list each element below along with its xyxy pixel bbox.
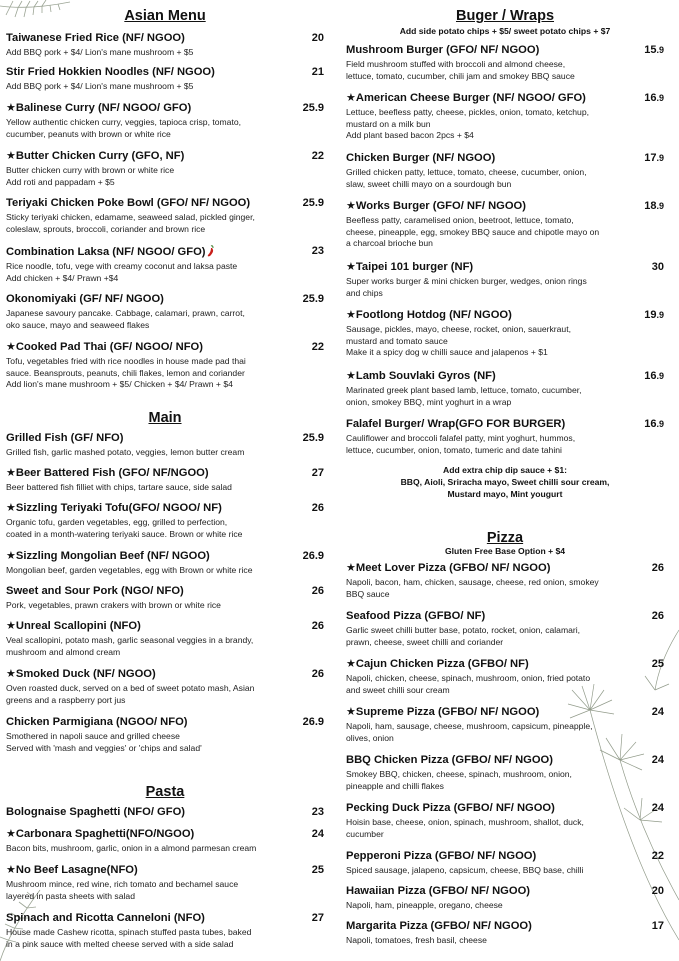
star-icon: ★ bbox=[346, 92, 356, 104]
menu-item bbox=[6, 806, 324, 819]
price-value: 25 bbox=[311, 864, 324, 876]
menu-item bbox=[346, 152, 664, 190]
burger-section-subtitle: Add side potato chips + $5/ sweet potato chips + $7 bbox=[399, 26, 611, 36]
menu-item-description: layered in pasta sheets with salad bbox=[6, 890, 135, 901]
menu-item-name: Meet Lover Pizza (GFBO/ NF/ NGOO) bbox=[355, 562, 551, 574]
menu-item-name-row bbox=[6, 66, 324, 79]
menu-item-price bbox=[312, 912, 324, 925]
menu-item-description: Butter chicken curry with brown or white rice bbox=[6, 165, 175, 175]
menu-item-name-row bbox=[6, 912, 324, 925]
menu-item bbox=[346, 658, 664, 696]
star-icon: ★ bbox=[6, 150, 16, 162]
menu-item-description: BBQ sauce bbox=[346, 588, 390, 599]
menu-item bbox=[346, 885, 664, 912]
menu-item bbox=[346, 610, 664, 648]
menu-item-description: Napoli, ham, pineapple, oregano, cheese bbox=[346, 900, 503, 910]
menu-item-description: Japanese savoury pancake. Cabbage, calamari, prawn, carrot, bbox=[6, 308, 245, 318]
pizza-section-title: Pizza bbox=[486, 530, 524, 546]
menu-item-price bbox=[312, 585, 324, 598]
menu-item-price bbox=[312, 245, 324, 258]
menu-item-name: Hawaiian Pizza (GFBO/ NF/ NGOO) bbox=[346, 885, 530, 897]
menu-item bbox=[346, 92, 664, 142]
price-value: 17 bbox=[644, 152, 657, 164]
menu-item-description: Mushroom mince, red wine, rich tomato and bechamel sauce bbox=[6, 879, 239, 889]
menu-item-description: Oven roasted duck, served on a bed of sweet potato mash, Asian bbox=[6, 683, 255, 693]
menu-item-name-row bbox=[6, 197, 324, 210]
menu-item-description: onion, smokey BBQ, mint yoghurt in a wrap bbox=[346, 396, 512, 407]
menu-item-price bbox=[652, 920, 664, 933]
menu-item-name: Sizzling Mongolian Beef (NF/ NGOO) bbox=[15, 550, 210, 562]
price-value: 25.9 bbox=[302, 432, 324, 444]
menu-item-description: Marinated greek plant based lamb, lettuce, tomato, cucumber, bbox=[346, 385, 582, 395]
menu-item-price bbox=[312, 150, 324, 163]
menu-item-description: Beefless patty, caramelised onion, beetroot, lettuce, tomato, bbox=[346, 215, 574, 225]
asian-section-title: Asian Menu bbox=[124, 8, 206, 24]
menu-item-description: Bacon bits, mushroom, garlic, onion in a almond parmesan cream bbox=[6, 843, 257, 853]
menu-item bbox=[6, 620, 324, 658]
price-decimal: .9 bbox=[656, 371, 664, 381]
menu-item-name-row bbox=[346, 658, 664, 671]
burger-section-title: Buger / Wraps bbox=[455, 8, 555, 24]
price-value: 25.9 bbox=[302, 102, 324, 114]
menu-item-description: Sticky teriyaki chicken, edamame, seaweed salad, pickled ginger, bbox=[6, 212, 255, 222]
price-decimal: .9 bbox=[656, 93, 664, 103]
price-value: 26 bbox=[651, 610, 664, 622]
menu-item-name-row bbox=[346, 261, 664, 274]
menu-item-price bbox=[312, 66, 324, 79]
menu-item bbox=[346, 370, 664, 408]
menu-item-description: greens and a raspberry port jus bbox=[6, 694, 126, 705]
menu-item-description: Sausage, pickles, mayo, cheese, rocket, onion, sauerkraut, bbox=[346, 324, 571, 334]
price-value: 24 bbox=[651, 754, 664, 766]
price-value: 25.9 bbox=[302, 197, 324, 209]
menu-item-name-row bbox=[346, 44, 664, 57]
price-value: 20 bbox=[651, 885, 664, 897]
menu-item-price bbox=[303, 550, 324, 563]
menu-item-price bbox=[652, 850, 664, 863]
menu-item-price bbox=[652, 885, 664, 898]
menu-item-name: Pecking Duck Pizza (GFBO/ NF/ NGOO) bbox=[346, 802, 555, 814]
menu-item bbox=[6, 32, 324, 59]
price-value: 20 bbox=[311, 32, 324, 44]
menu-item-description: Grilled fish, garlic mashed potato, veggies, lemon butter cream bbox=[6, 447, 245, 457]
menu-item-description: Add roti and pappadam + $5 bbox=[6, 176, 115, 187]
menu-item bbox=[346, 802, 664, 840]
menu-item-name-row bbox=[6, 32, 324, 45]
price-value: 26.9 bbox=[302, 550, 324, 562]
star-icon: ★ bbox=[6, 502, 16, 514]
menu-item-name: BBQ Chicken Pizza (GFBO/ NF/ NGOO) bbox=[346, 754, 553, 766]
price-value: 25.9 bbox=[302, 293, 324, 305]
star-icon: ★ bbox=[6, 467, 16, 479]
price-value: 16 bbox=[644, 370, 657, 382]
menu-item bbox=[6, 502, 324, 540]
menu-item-description: Pork, vegetables, prawn crakers with brown or white rice bbox=[6, 600, 221, 610]
menu-item bbox=[346, 200, 664, 250]
menu-item-name-row bbox=[346, 850, 664, 863]
menu-item bbox=[6, 864, 324, 902]
price-value: 21 bbox=[311, 66, 324, 78]
menu-item-description: Hoisin base, cheese, onion, spinach, mushroom, shallot, duck, bbox=[346, 817, 584, 827]
menu-item-price bbox=[644, 152, 664, 165]
menu-item-price bbox=[312, 864, 324, 877]
chili-pepper-icon bbox=[206, 245, 215, 257]
menu-item bbox=[346, 850, 664, 877]
price-value: 25 bbox=[651, 658, 664, 670]
menu-item-price bbox=[312, 502, 324, 515]
menu-item-description: Cauliflower and broccoli falafel patty, mint yoghurt, hummos, bbox=[346, 433, 576, 443]
price-value: 16 bbox=[644, 418, 657, 430]
price-value: 26 bbox=[311, 585, 324, 597]
menu-item bbox=[6, 550, 324, 577]
price-value: 24 bbox=[651, 706, 664, 718]
price-value: 30 bbox=[651, 261, 664, 273]
menu-item-name-row bbox=[6, 150, 324, 163]
menu-item-description: Napoli, ham, sausage, cheese, mushroom, capsicum, pineapple, bbox=[346, 721, 593, 731]
menu-item-name-row bbox=[6, 467, 324, 480]
menu-item-description: Beer battered fish filliet with chips, tartare sauce, side salad bbox=[6, 482, 232, 492]
menu-item-name: Carbonara Spaghetti(NFO/NGOO) bbox=[15, 828, 195, 840]
star-icon: ★ bbox=[346, 562, 356, 574]
menu-item-description: cheese, pineapple, egg, smokey BBQ sauce and chipotle mayo on bbox=[346, 226, 600, 237]
menu-item-name-row bbox=[6, 432, 324, 445]
menu-item-name: Cajun Chicken Pizza (GFBO/ NF) bbox=[355, 658, 529, 670]
menu-item-price bbox=[303, 293, 324, 306]
menu-item-description: Add BBQ pork + $4/ Lion's mane mushroom + $5 bbox=[6, 81, 194, 91]
menu-item-description: Tofu, vegetables fried with rice noodles in house made pad thai bbox=[6, 356, 246, 366]
menu-item-name-row bbox=[6, 341, 324, 354]
menu-item-name-row bbox=[346, 370, 664, 383]
menu-item-name-row bbox=[6, 864, 324, 877]
menu-item-description: Organic tofu, garden vegetables, egg, grilled to perfection, bbox=[6, 517, 228, 527]
menu-item-name-row bbox=[6, 293, 324, 306]
menu-item-description: lettuce, cucumber, onion, tomato, tumeric and date tahini bbox=[346, 444, 562, 455]
menu-item-name-row bbox=[6, 550, 324, 563]
menu-item-price bbox=[312, 620, 324, 633]
menu-item-name-row bbox=[346, 92, 664, 105]
menu-item-name: Stir Fried Hokkien Noodles (NF/ NGOO) bbox=[6, 66, 215, 78]
menu-item-name-row bbox=[6, 620, 324, 633]
menu-item-description: Spiced sausage, jalapeno, capsicum, cheese, BBQ base, chilli bbox=[346, 865, 584, 875]
menu-item bbox=[346, 920, 664, 947]
price-decimal: .9 bbox=[656, 153, 664, 163]
menu-item-name: Smoked Duck (NF/ NGOO) bbox=[15, 668, 156, 680]
price-value: 26 bbox=[311, 620, 324, 632]
menu-item-name: Supreme Pizza (GFBO/ NF/ NGOO) bbox=[355, 706, 540, 718]
menu-item bbox=[6, 102, 324, 140]
price-value: 22 bbox=[311, 341, 324, 353]
menu-item-price bbox=[312, 341, 324, 354]
menu-item-name: Butter Chicken Curry (GFO, NF) bbox=[15, 150, 185, 162]
price-value: 26 bbox=[311, 502, 324, 514]
menu-item-description: House made Cashew ricotta, spinach stuffed pasta tubes, baked bbox=[6, 927, 252, 937]
menu-item-name-row bbox=[346, 610, 664, 623]
menu-item-description: Add BBQ pork + $4/ Lion's mane mushroom + $5 bbox=[6, 47, 194, 57]
star-icon: ★ bbox=[6, 102, 16, 114]
menu-item-name: Sweet and Sour Pork (NGO/ NFO) bbox=[6, 585, 184, 597]
price-value: 19 bbox=[644, 309, 657, 321]
menu-item bbox=[6, 150, 324, 188]
menu-item bbox=[346, 418, 664, 456]
menu-item-price bbox=[312, 32, 324, 45]
menu-item-name-row bbox=[346, 152, 664, 165]
menu-item-name: Margarita Pizza (GFBO/ NF/ NGOO) bbox=[346, 920, 532, 932]
menu-item-name-row bbox=[346, 920, 664, 933]
price-decimal: .9 bbox=[656, 419, 664, 429]
menu-item-description: lettuce, tomato, cucumber, chili jam and smokey BBQ sauce bbox=[346, 70, 575, 81]
menu-item-description: Garlic sweet chilli butter base, potato, rocket, onion, calamari, bbox=[346, 625, 581, 635]
menu-item-name: Lamb Souvlaki Gyros (NF) bbox=[355, 370, 496, 382]
menu-item-name: Teriyaki Chicken Poke Bowl (GFO/ NF/ NGOO) bbox=[6, 197, 251, 209]
menu-item-name: No Beef Lasagne(NFO) bbox=[15, 864, 138, 876]
menu-item-description: olives, onion bbox=[346, 732, 394, 743]
price-value: 27 bbox=[311, 912, 324, 924]
star-icon: ★ bbox=[346, 261, 356, 273]
menu-item-description: oko sauce, mayo and seaweed flakes bbox=[6, 319, 150, 330]
menu-item-description: mustard on a milk bun bbox=[346, 118, 431, 129]
menu-item-name-row bbox=[6, 245, 324, 259]
sauce-note: Add extra chip dip sauce + $1: bbox=[443, 465, 567, 475]
price-value: 18 bbox=[644, 200, 657, 212]
menu-item-description: mushroom and almond cream bbox=[6, 646, 121, 657]
menu-item-price bbox=[303, 102, 324, 115]
menu-item-description: pineapple and chilli flakes bbox=[346, 780, 444, 791]
menu-item-description: Smothered in napoli sauce and grilled cheese bbox=[6, 731, 180, 741]
menu-item-name: Pepperoni Pizza (GFBO/ NF/ NGOO) bbox=[346, 850, 537, 862]
menu-item-name: Seafood Pizza (GFBO/ NF) bbox=[346, 610, 486, 622]
menu-item-name: Falafel Burger/ Wrap(GFO FOR BURGER) bbox=[346, 418, 566, 430]
menu-item-description: Yellow authentic chicken curry, veggies, tapioca crisp, tomato, bbox=[6, 117, 242, 127]
menu-item-price bbox=[652, 802, 664, 815]
menu-item-name: Unreal Scallopini (NFO) bbox=[15, 620, 141, 632]
menu-item-description: cucumber, peanuts with brown or white rice bbox=[6, 128, 171, 139]
menu-item-price bbox=[312, 467, 324, 480]
menu-item-name-row bbox=[346, 309, 664, 322]
pasta-section-title: Pasta bbox=[145, 784, 185, 800]
menu-item-price bbox=[652, 706, 664, 719]
star-icon: ★ bbox=[346, 309, 356, 321]
menu-item-name-row bbox=[346, 562, 664, 575]
menu-item-price bbox=[644, 92, 664, 105]
menu-item-description: slaw, sweet chilli mayo on a sourdough bun bbox=[346, 178, 512, 189]
price-value: 24 bbox=[311, 828, 324, 840]
star-icon: ★ bbox=[6, 828, 16, 840]
menu-item-price bbox=[644, 44, 664, 57]
menu-item-name-row bbox=[6, 502, 324, 515]
menu-item-name: Footlong Hotdog (NF/ NGOO) bbox=[355, 309, 512, 321]
menu-item-name: Okonomiyaki (GF/ NF/ NGOO) bbox=[6, 293, 164, 305]
menu-item-name-row bbox=[346, 754, 664, 767]
menu-item-name: Works Burger (GFO/ NF/ NGOO) bbox=[355, 200, 526, 212]
price-value: 22 bbox=[651, 850, 664, 862]
sauce-note: BBQ, Aioli, Sriracha mayo, Sweet chilli sour cream, bbox=[400, 477, 610, 487]
menu-item bbox=[346, 562, 664, 600]
price-value: 26 bbox=[311, 668, 324, 680]
menu-item-description: coleslaw, sprouts, broccoli, coriander and brown rice bbox=[6, 223, 206, 234]
menu-item-name-row bbox=[6, 585, 324, 598]
menu-item-name: American Cheese Burger (NF/ NGOO/ GFO) bbox=[355, 92, 586, 104]
menu-item-price bbox=[652, 610, 664, 623]
menu-item-description: Veal scallopini, potato mash, garlic seasonal veggies in a brandy, bbox=[6, 635, 254, 645]
menu-item-description: cucumber bbox=[346, 828, 384, 839]
menu-item bbox=[6, 467, 324, 494]
price-decimal: .9 bbox=[656, 45, 664, 55]
menu-item-name-row bbox=[346, 706, 664, 719]
menu-item-price bbox=[644, 200, 664, 213]
price-decimal: .9 bbox=[656, 310, 664, 320]
pizza-section-subtitle: Gluten Free Base Option + $4 bbox=[444, 546, 566, 556]
menu-item-price bbox=[312, 828, 324, 841]
menu-item-description: mustard and tomato sauce bbox=[346, 335, 448, 346]
menu-item-name-row bbox=[346, 802, 664, 815]
menu-item-description: Super works burger & mini chicken burger, wedges, onion rings bbox=[346, 276, 587, 286]
menu-item-price bbox=[652, 658, 664, 671]
sauce-note: Mustard mayo, Mint yougurt bbox=[447, 489, 563, 499]
menu-item bbox=[6, 668, 324, 706]
menu-item-description: prawn, cheese, sweet chilli and coriander bbox=[346, 636, 504, 647]
menu-item-description: Napoli, tomatoes, fresh basil, cheese bbox=[346, 935, 487, 945]
menu-item-description: Grilled chicken patty, lettuce, tomato, cheese, cucumber, onion, bbox=[346, 167, 587, 177]
menu-item-price bbox=[652, 261, 664, 274]
menu-item-price bbox=[303, 432, 324, 445]
menu-item-name: Bolognaise Spaghetti (NFO/ GFO) bbox=[6, 806, 185, 818]
menu-item-name-row bbox=[346, 418, 664, 431]
menu-item-description: in a pink sauce with melted cheese served with a side salad bbox=[6, 938, 234, 949]
menu-item-description: Rice noodle, tofu, vege with creamy coconut and laksa paste bbox=[6, 261, 238, 271]
price-value: 17 bbox=[651, 920, 664, 932]
menu-item-description: and sweet chilli sour cream bbox=[346, 684, 450, 695]
menu-item-price bbox=[303, 197, 324, 210]
star-icon: ★ bbox=[346, 658, 356, 670]
menu-item-name: Taiwanese Fried Rice (NF/ NGOO) bbox=[6, 32, 185, 44]
star-icon: ★ bbox=[346, 370, 356, 382]
price-value: 27 bbox=[311, 467, 324, 479]
menu-item-description: Add lion's mane mushroom + $5/ Chicken + $4/ Prawn + $4 bbox=[6, 379, 233, 389]
menu-item bbox=[346, 261, 664, 299]
star-icon: ★ bbox=[6, 668, 16, 680]
menu-item-description: Lettuce, beefless patty, cheese, pickles, onion, tomato, ketchup, bbox=[346, 107, 589, 117]
menu-item-name: Taipei 101 burger (NF) bbox=[355, 261, 474, 273]
menu-item-name-row bbox=[6, 102, 324, 115]
menu-item-description: Add chicken + $4/ Prawn +$4 bbox=[6, 272, 119, 283]
menu-item-price bbox=[644, 370, 664, 383]
menu-item-description: Served with 'mash and veggies' or 'chips and salad' bbox=[6, 742, 202, 753]
menu-item-description: Napoli, bacon, ham, chicken, sausage, cheese, red onion, smokey bbox=[346, 577, 599, 587]
menu-item-name-row bbox=[6, 828, 324, 841]
menu-item-price bbox=[644, 309, 664, 322]
menu-item-name: Combination Laksa (NF/ NGOO/ GFO) bbox=[6, 246, 206, 258]
menu-item-name: Balinese Curry (NF/ NGOO/ GFO) bbox=[15, 102, 192, 114]
menu-item bbox=[346, 309, 664, 359]
price-value: 23 bbox=[311, 245, 324, 257]
menu-item bbox=[6, 341, 324, 391]
menu-item bbox=[6, 585, 324, 612]
star-icon: ★ bbox=[346, 706, 356, 718]
menu-item-name: Spinach and Ricotta Canneloni (NFO) bbox=[6, 912, 205, 924]
menu-item-description: sauce. Beansprouts, peanuts, chili flakes, lemon and coriander bbox=[6, 367, 245, 378]
menu-item bbox=[6, 197, 324, 235]
menu-item-price bbox=[652, 562, 664, 575]
menu-item bbox=[6, 245, 324, 284]
menu-item-description: coated in a month-watering teriyaki sauce. Brown or white rice bbox=[6, 528, 243, 539]
star-icon: ★ bbox=[6, 620, 16, 632]
price-decimal: .9 bbox=[656, 201, 664, 211]
menu-item bbox=[6, 828, 324, 855]
menu-item bbox=[6, 716, 324, 754]
menu-item-description: Mongolian beef, garden vegetables, egg with Brown or white rice bbox=[6, 565, 253, 575]
menu-item-description: Field mushroom stuffed with broccoli and almond cheese, bbox=[346, 59, 566, 69]
menu-item-description: Add plant based bacon 2pcs + $4 bbox=[346, 130, 474, 140]
price-value: 24 bbox=[651, 802, 664, 814]
menu-item-name: Chicken Parmigiana (NGOO/ NFO) bbox=[6, 716, 188, 728]
menu-item-name: Beer Battered Fish (GFO/ NF/NGOO) bbox=[15, 467, 209, 479]
main-section-title: Main bbox=[148, 410, 182, 426]
menu-item-description: Napoli, chicken, cheese, spinach, mushroom, onion, fried potato bbox=[346, 673, 591, 683]
menu-item-name-row bbox=[6, 806, 324, 819]
menu-item-description: Smokey BBQ, chicken, cheese, spinach, mushroom, onion, bbox=[346, 769, 572, 779]
menu-item-price bbox=[644, 418, 664, 431]
star-icon: ★ bbox=[346, 200, 356, 212]
menu-item-name: Sizzling Teriyaki Tofu(GFO/ NGOO/ NF) bbox=[15, 502, 222, 514]
menu-item-description: Make it a spicy dog w chilli sauce and jalapenos + $1 bbox=[346, 347, 548, 357]
menu-item-name-row bbox=[346, 885, 664, 898]
price-value: 16 bbox=[644, 92, 657, 104]
star-icon: ★ bbox=[6, 550, 16, 562]
menu-item bbox=[346, 44, 664, 82]
price-value: 26.9 bbox=[302, 716, 324, 728]
menu-item-price bbox=[652, 754, 664, 767]
menu-item-price bbox=[312, 806, 324, 819]
price-value: 22 bbox=[311, 150, 324, 162]
menu-item-name: Chicken Burger (NF/ NGOO) bbox=[346, 152, 496, 164]
menu-item-name: Cooked Pad Thai (GF/ NGOO/ NFO) bbox=[15, 341, 203, 353]
menu-item bbox=[6, 432, 324, 459]
price-value: 26 bbox=[651, 562, 664, 574]
menu-item bbox=[6, 293, 324, 331]
menu-item-name: Grilled Fish (GF/ NFO) bbox=[6, 432, 124, 444]
menu-item bbox=[6, 66, 324, 93]
menu-item-price bbox=[312, 668, 324, 681]
star-icon: ★ bbox=[6, 341, 16, 353]
menu-item-description: and chips bbox=[346, 287, 383, 298]
menu-item-name-row bbox=[6, 716, 324, 729]
menu-item bbox=[346, 706, 664, 744]
price-value: 23 bbox=[311, 806, 324, 818]
star-icon: ★ bbox=[6, 864, 16, 876]
menu-item-name: Mushroom Burger (GFO/ NF/ NGOO) bbox=[346, 44, 540, 56]
price-value: 15 bbox=[644, 44, 657, 56]
menu-item bbox=[6, 912, 324, 950]
menu-item bbox=[346, 754, 664, 792]
menu-item-price bbox=[303, 716, 324, 729]
menu-item-description: a charcoal brioche bun bbox=[346, 238, 433, 248]
menu-item-name-row bbox=[346, 200, 664, 213]
menu-item-name-row bbox=[6, 668, 324, 681]
